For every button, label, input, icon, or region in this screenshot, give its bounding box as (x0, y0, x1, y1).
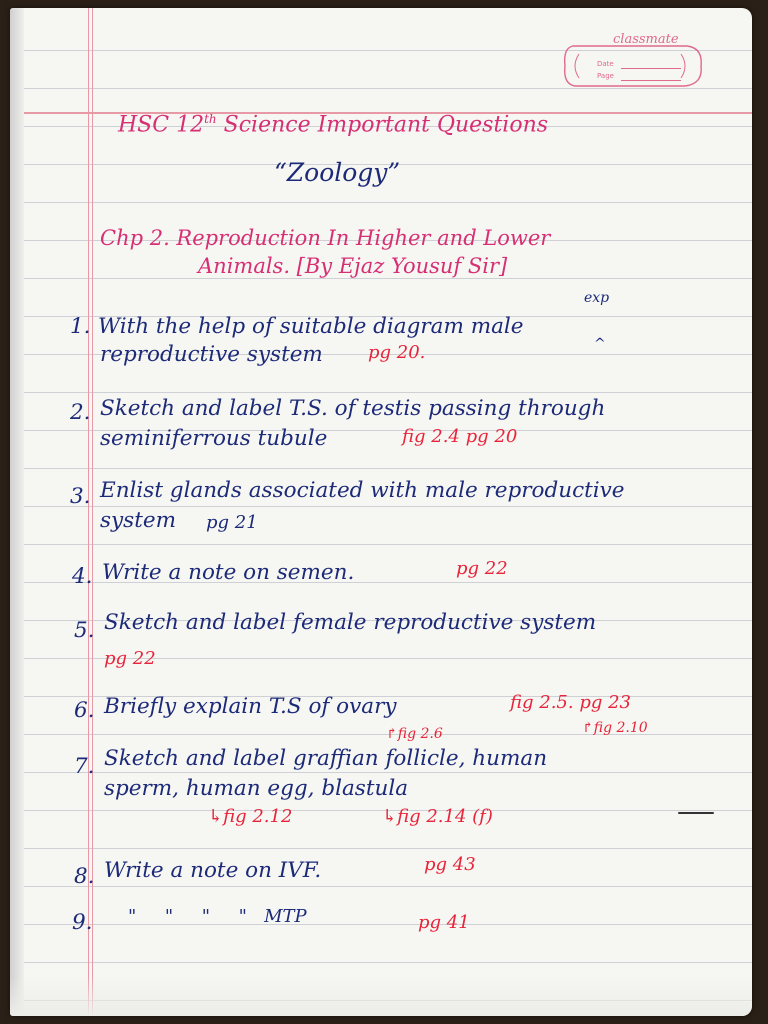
chapter-line-2: Animals. [By Ejaz Yousuf Sir] (198, 254, 508, 278)
question-number: 1. (70, 314, 91, 339)
stamp-date-line (621, 68, 681, 69)
q5-reference: pg 22 (104, 648, 156, 669)
question-number: 8. (74, 864, 95, 889)
q8-reference: pg 43 (424, 854, 476, 875)
q1-text-rest: male (470, 314, 524, 339)
question-number: 9. (72, 910, 93, 935)
question-6-line-1: Briefly explain T.S of ovary (104, 694, 397, 719)
q1-insert-word: exp (584, 290, 610, 306)
question-3-line-2: system (100, 508, 176, 533)
q4-reference: pg 22 (456, 558, 508, 579)
question-7-line-2: sperm, human egg, blastula (104, 776, 409, 801)
q7-reference-a: ↱fig 2.6 (386, 726, 443, 742)
stamp-brand-text: classmate (613, 32, 679, 47)
notebook-page (10, 8, 752, 1016)
q7-reference-b: ↱fig 2.10 (582, 720, 648, 736)
brand-stamp (555, 32, 705, 93)
chapter-line-1: Chp 2. Reproduction In Higher and Lower (100, 226, 551, 250)
title-main: HSC 12 (118, 112, 205, 138)
q3-reference: pg 21 (206, 512, 258, 533)
stamp-page-label: Page (597, 72, 614, 80)
title-superscript: th (204, 112, 217, 126)
q1-reference: pg 20. (368, 342, 426, 363)
question-4-line-1: Write a note on semen. (102, 560, 355, 585)
q1-text: With the help of suitable diagram (98, 314, 464, 339)
question-3-line-1: Enlist glands associated with male reproductive (100, 478, 625, 503)
question-number: 3. (70, 484, 91, 509)
question-number: 2. (70, 400, 91, 425)
question-number: 6. (74, 698, 95, 723)
question-2-line-2: seminiferrous tubule (100, 426, 328, 451)
stamp-date-label: Date (597, 60, 614, 68)
question-number: 4. (72, 564, 93, 589)
question-1-line-1 (98, 314, 524, 339)
question-7-line-1: Sketch and label graffian follicle, human (104, 746, 548, 771)
q9-reference: pg 41 (418, 912, 470, 933)
question-5-line-1: Sketch and label female reproductive system (104, 610, 597, 635)
question-2-line-1: Sketch and label T.S. of testis passing through (100, 396, 606, 421)
q6-reference: fig 2.5. pg 23 (510, 692, 631, 713)
page-title (118, 112, 548, 137)
margin-dash (678, 812, 714, 814)
question-9-line-1: " " " " MTP (128, 906, 307, 927)
q1-caret: ^ (594, 336, 606, 352)
question-8-line-1: Write a note on IVF. (104, 858, 322, 883)
subject-heading: “Zoology” (274, 158, 401, 187)
title-rest: Science Important Questions (223, 112, 549, 138)
q7-reference-d: ↳fig 2.14 (f) (382, 806, 493, 827)
stamp-page-line (621, 80, 681, 81)
q2-reference: fig 2.4 pg 20 (402, 426, 518, 447)
question-number: 5. (74, 618, 95, 643)
q7-reference-c: ↳fig 2.12 (208, 806, 293, 827)
question-number: 7. (74, 754, 95, 779)
question-1-line-2: reproductive system (100, 342, 323, 367)
